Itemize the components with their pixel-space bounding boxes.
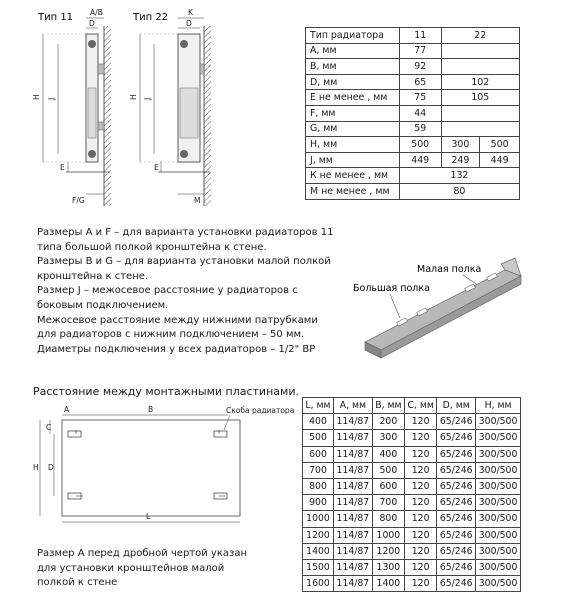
big-shelf-label: Большая полка: [353, 283, 430, 294]
table-cell: 1600: [303, 576, 334, 592]
table-row: [303, 414, 521, 430]
table-cell: 400: [372, 446, 404, 462]
table-cell: 1400: [303, 543, 334, 559]
note-af: Размеры A и F – для варианта установки радиаторов 11 типа большой полкой кронштейна к стене.: [37, 227, 334, 253]
dim-e2-label: E: [154, 163, 159, 172]
length-header-row: [303, 398, 521, 414]
table-cell: 65/246: [437, 478, 476, 494]
table-cell: 600: [372, 478, 404, 494]
note-bg: Размеры B и G – для варианта установки малой полкой кронштейна к стене.: [37, 256, 331, 282]
table-cell: 65/246: [437, 414, 476, 430]
dim-j-label: J: [47, 97, 56, 100]
col-header: B, мм: [372, 398, 404, 414]
dim-ab-label: A/B: [90, 8, 103, 17]
plate-dim-a: A: [64, 405, 70, 414]
table-cell: 114/87: [333, 495, 372, 511]
table-cell: 120: [404, 527, 436, 543]
table-cell: 300/500: [476, 495, 521, 511]
cell-t11: 75: [399, 90, 441, 106]
table-cell: 500: [303, 430, 334, 446]
note-j: Размер J – межосевое расстояние у радиаторов с боковым подключением.: [37, 285, 298, 311]
table-cell: 700: [303, 462, 334, 478]
table-cell: 65/246: [437, 527, 476, 543]
plate-dim-c: C: [46, 423, 52, 432]
cell-t11: 92: [399, 59, 441, 75]
cell-t11: 65: [399, 74, 441, 90]
table-row: [306, 74, 520, 90]
table-row: [303, 462, 521, 478]
cell-t11: 449: [399, 152, 441, 168]
cell-t11: 44: [399, 105, 441, 121]
table-cell: 114/87: [333, 511, 372, 527]
table-cell: 114/87: [333, 559, 372, 575]
cell-t22a: 300: [441, 137, 480, 153]
table-row: [303, 511, 521, 527]
table-cell: 65/246: [437, 446, 476, 462]
radiator-section-drawings: [28, 4, 238, 209]
table-row: [306, 168, 520, 184]
cell-t22b: 500: [480, 137, 520, 153]
table-cell: 120: [404, 430, 436, 446]
row-label: D, мм: [306, 74, 400, 90]
cell-all: 132: [399, 168, 519, 184]
cell-t22a: 249: [441, 152, 480, 168]
table-row: [303, 495, 521, 511]
cell-t22: [441, 121, 519, 137]
table-cell: 300/500: [476, 559, 521, 575]
table-cell: 114/87: [333, 462, 372, 478]
table-cell: 300/500: [476, 430, 521, 446]
table-cell: 300/500: [476, 576, 521, 592]
cell-t22: 105: [441, 90, 519, 106]
table-row: [306, 137, 520, 153]
table-cell: 700: [372, 495, 404, 511]
table-cell: 800: [303, 478, 334, 494]
table-cell: 300/500: [476, 527, 521, 543]
cell-t22b: 449: [480, 152, 520, 168]
row-label: E не менее , мм: [306, 90, 400, 106]
table-row: [303, 446, 521, 462]
length-table: [302, 397, 521, 592]
table-cell: 120: [404, 511, 436, 527]
table-cell: 1200: [372, 543, 404, 559]
table-cell: 120: [404, 543, 436, 559]
table-cell: 300/500: [476, 462, 521, 478]
note-bottom: Межосевое расстояние между нижними патрубками для радиаторов с нижним подключением – 50 мм.: [37, 314, 318, 341]
table-cell: 65/246: [437, 462, 476, 478]
plate-dim-h: H: [33, 463, 39, 472]
dim-fg-label: F/G: [72, 196, 85, 205]
row-label: F, мм: [306, 105, 400, 121]
spec-header-label: Тип радиатора: [306, 28, 400, 44]
plate-dim-d: D: [48, 463, 54, 472]
cell-t22: [441, 43, 519, 59]
table-cell: 120: [404, 462, 436, 478]
table-cell: 900: [303, 495, 334, 511]
table-cell: 120: [404, 446, 436, 462]
table-row: [306, 90, 520, 106]
table-cell: 300/500: [476, 414, 521, 430]
table-cell: 400: [303, 414, 334, 430]
row-label: М не менее , мм: [306, 183, 400, 199]
row-label: J, мм: [306, 152, 400, 168]
plate-bracket-label: Скоба радиатора: [226, 406, 295, 415]
table-row: [303, 559, 521, 575]
plate-dim-l: L: [146, 512, 151, 521]
row-label: G, мм: [306, 121, 400, 137]
table-row: [303, 576, 521, 592]
plate-dim-b: B: [148, 405, 154, 414]
table-cell: 120: [404, 559, 436, 575]
dim-h-label: H: [32, 94, 41, 100]
cell-t11: 500: [399, 137, 441, 153]
col-header: C, мм: [404, 398, 436, 414]
table-row: [303, 527, 521, 543]
cell-t11: 77: [399, 43, 441, 59]
cell-t22: [441, 59, 519, 75]
table-cell: 1300: [372, 559, 404, 575]
dim-h2-label: H: [129, 94, 138, 100]
table-row: [303, 543, 521, 559]
table-cell: 1000: [303, 511, 334, 527]
note-diameter: Диаметры подключения у всех радиаторов – 1/2" ВР: [37, 343, 316, 355]
cell-all: 80: [399, 183, 519, 199]
table-cell: 65/246: [437, 430, 476, 446]
table-cell: 600: [303, 446, 334, 462]
table-cell: 120: [404, 576, 436, 592]
row-label: К не менее , мм: [306, 168, 400, 184]
cell-t22: [441, 105, 519, 121]
table-cell: 114/87: [333, 414, 372, 430]
dim-d-label: D: [89, 19, 95, 28]
length-table-body: [303, 414, 521, 592]
plate-diagram: [28, 404, 295, 529]
col-header: D, мм: [437, 398, 476, 414]
bracket-illustration: [345, 250, 555, 365]
table-cell: 300/500: [476, 478, 521, 494]
table-cell: 65/246: [437, 576, 476, 592]
table-row: [306, 121, 520, 137]
col-header: A, мм: [333, 398, 372, 414]
table-cell: 1000: [372, 527, 404, 543]
table-cell: 300: [372, 430, 404, 446]
plate-note: Размер А перед дробной чертой указан для установки кронштейнов малой полкой к стене: [37, 548, 247, 589]
dim-k-label: K: [188, 8, 193, 17]
type22-title: Тип 22: [133, 12, 169, 23]
spec-header-row: [306, 28, 520, 44]
table-row: [303, 430, 521, 446]
table-cell: 200: [372, 414, 404, 430]
col-header: H, мм: [476, 398, 521, 414]
table-cell: 114/87: [333, 543, 372, 559]
dim-m-label: M: [194, 196, 201, 205]
table-cell: 120: [404, 414, 436, 430]
spec-header-t22: 22: [441, 28, 519, 44]
dim-d2-label: D: [186, 19, 192, 28]
cell-t22: 102: [441, 74, 519, 90]
table-cell: 114/87: [333, 430, 372, 446]
table-cell: 65/246: [437, 543, 476, 559]
plates-title: Расстояние между монтажными пластинами.: [33, 385, 299, 398]
spec-table: [305, 27, 520, 200]
col-header: L, мм: [303, 398, 334, 414]
row-label: B, мм: [306, 59, 400, 75]
table-cell: 120: [404, 478, 436, 494]
table-cell: 114/87: [333, 446, 372, 462]
table-cell: 1500: [303, 559, 334, 575]
dim-j2-label: J: [143, 97, 152, 100]
table-cell: 300/500: [476, 543, 521, 559]
table-row: [303, 478, 521, 494]
table-row: [306, 152, 520, 168]
spec-header-t11: 11: [399, 28, 441, 44]
table-cell: 120: [404, 495, 436, 511]
table-cell: 65/246: [437, 559, 476, 575]
dim-e-label: E: [60, 163, 65, 172]
table-cell: 65/246: [437, 511, 476, 527]
table-row: [306, 183, 520, 199]
table-row: [306, 59, 520, 75]
table-cell: 114/87: [333, 478, 372, 494]
table-cell: 300/500: [476, 511, 521, 527]
row-label: A, мм: [306, 43, 400, 59]
table-row: [306, 43, 520, 59]
table-row: [306, 105, 520, 121]
notes-block: [37, 226, 337, 357]
row-label: H, мм: [306, 137, 400, 153]
table-cell: 1200: [303, 527, 334, 543]
table-cell: 65/246: [437, 495, 476, 511]
cell-t11: 59: [399, 121, 441, 137]
small-shelf-label: Малая полка: [417, 264, 482, 275]
table-cell: 114/87: [333, 576, 372, 592]
table-cell: 300/500: [476, 446, 521, 462]
type11-title: Тип 11: [38, 12, 74, 23]
table-cell: 500: [372, 462, 404, 478]
table-cell: 800: [372, 511, 404, 527]
table-cell: 114/87: [333, 527, 372, 543]
table-cell: 1400: [372, 576, 404, 592]
